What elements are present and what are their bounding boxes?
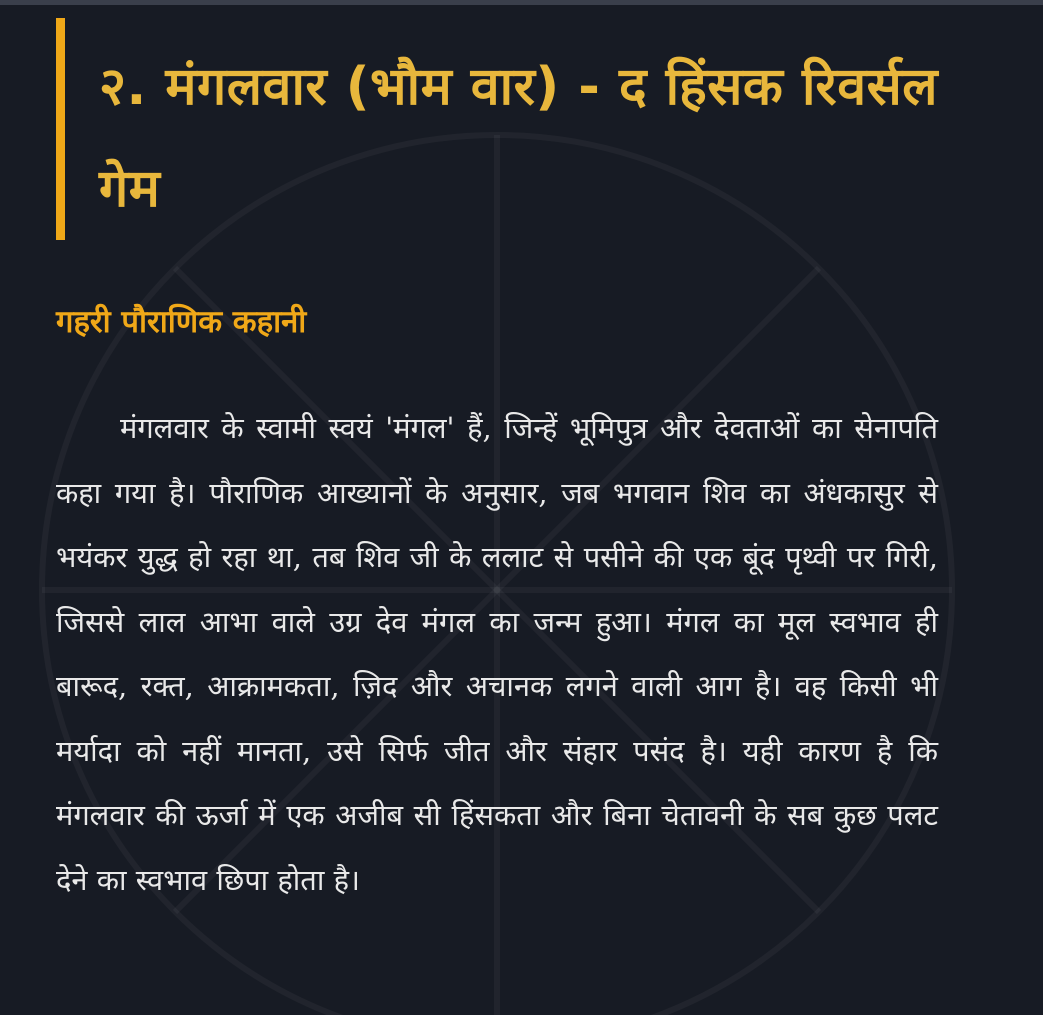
page-title: २. मंगलवार (भौम वार) - द हिंसक रिवर्सल गेम (99, 57, 939, 219)
top-divider (0, 0, 1043, 5)
body-paragraph: मंगलवार के स्वामी स्वयं 'मंगल' हैं, जिन्हें भूमिपुत्र और देवताओं का सेनापति कहा गया है। पौराणिक आख्यानों के अनुसार, जब भगवान शिव का अंधकासुर से भयंकर युद्ध हो रहा था, तब शिव जी के ललाट से पसीने की एक बूंद पृथ्वी पर गिरी, जिससे लाल आभा वाले उग्र देव मंगल का जन्म हुआ। मंगल का मूल स्वभाव ही बारूद, रक्त, आक्रामकता, ज़िद और अचानक लगने वाली आग है। वह किसी भी मर्यादा को नहीं मानता, उसे सिर्फ जीत और संहार पसंद है। यही कारण है कि मंगलवार की ऊर्जा में एक अजीब सी हिंसकता और बिना चेतावनी के सब कुछ पलट देने का स्वभाव छिपा होता है। (56, 411, 939, 897)
section-heading: गहरी पौराणिक कहानी (56, 304, 307, 340)
title-accent-bar (56, 18, 956, 240)
